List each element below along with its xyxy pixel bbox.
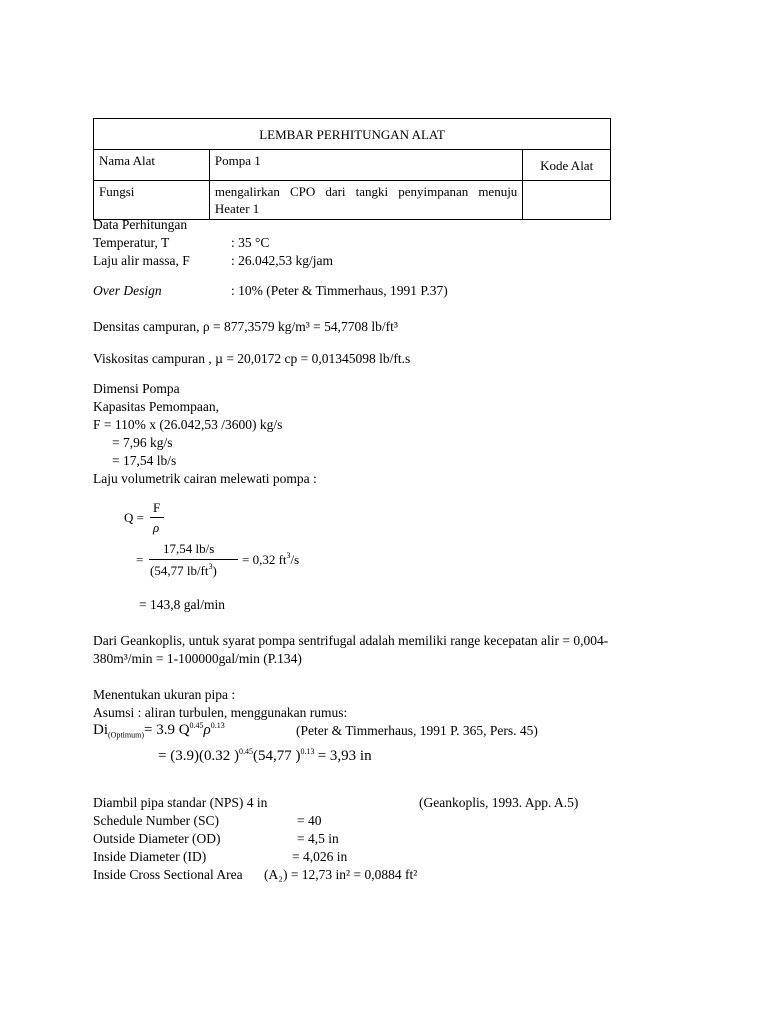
eq-fraction-bar (149, 559, 238, 560)
q-denominator: ρ (153, 520, 160, 535)
header-table (93, 118, 611, 220)
area-label: Inside Cross Sectional Area (93, 867, 243, 882)
schedule-label: Schedule Number (SC) (93, 813, 219, 828)
kode-alat-value (523, 181, 611, 220)
q-numerator: F (153, 500, 161, 515)
data-perhitungan-heading: Data Perhitungan (93, 217, 188, 232)
laju-alir-label: Laju alir massa, F (93, 253, 190, 268)
overdesign-label: Over Design (93, 283, 162, 298)
densitas-line: Densitas campuran, ρ = 877,3579 kg/m³ = 54,7708 lb/ft³ (93, 319, 398, 334)
eq-result: = 0,32 $ft^3/s$ (242, 551, 300, 567)
od-value: = 4,5 in (297, 831, 339, 846)
id-label: Inside Diameter (ID) (93, 849, 207, 864)
nps-reference: (Geankoplis, 1993. App. A.5) (419, 795, 579, 810)
di-reference: (Peter & Timmerhaus, 1991 P. 365, Pers. 45) (296, 723, 538, 738)
overdesign-value: : 10% (Peter & Timmerhaus, 1991 P.37) (231, 283, 448, 298)
q-fraction-bar (150, 517, 164, 518)
dimensi-pompa-heading: Dimensi Pompa (93, 381, 180, 396)
schedule-value: = 40 (297, 813, 322, 828)
kode-alat-label: Kode Alat (523, 150, 611, 181)
q-lhs: Q = (124, 510, 144, 525)
geankoplis-line-1: Dari Geankoplis, untuk syarat pompa sentrifugal adalah memiliki range kecepatan alir = 0,004- (93, 633, 609, 648)
geankoplis-line-2: 380m³/min = 1-100000gal/min (P.134) (93, 651, 302, 666)
nps-line: Diambil pipa standar (NPS) 4 in (93, 795, 268, 810)
id-value: = 4,026 in (292, 849, 348, 864)
temperatur-label: Temperatur, T (93, 235, 170, 250)
kapasitas-lbs: = 17,54 lb/s (112, 453, 177, 468)
di-formula: $Di_{(Optimum)}= 3.9$ $Q^{0.45}\rho^{0.13}$ (93, 721, 225, 740)
di-calculation: = (3.9)(0.32 )$^{0.45}$(54,77 )$^{0.13}$ = 3,93 in (158, 747, 372, 764)
kapasitas-formula: F = 110% x (26.042,53 /3600) kg/s (93, 417, 283, 432)
eq-denominator: (54,77 $lb/ft^3$) (150, 562, 217, 578)
nama-alat-value: Pompa 1 (209, 150, 522, 181)
pipa-heading: Menentukan ukuran pipa : (93, 687, 236, 702)
kapasitas-kgs: = 7,96 kg/s (112, 435, 173, 450)
table-title: LEMBAR PERHITUNGAN ALAT (94, 119, 611, 150)
gal-min-result: = 143,8 gal/min (139, 597, 225, 612)
viskositas-line: Viskositas campuran , µ = 20,0172 cp = 0,01345098 lb/ft.s (93, 351, 411, 366)
nama-alat-label: Nama Alat (94, 150, 210, 181)
laju-alir-value: : 26.042,53 kg/jam (231, 253, 333, 268)
od-label: Outside Diameter (OD) (93, 831, 221, 846)
eq-numerator: 17,54 lb/s (163, 541, 215, 556)
fungsi-value: mengalirkan CPO dari tangki penyimpanan menuju Heater 1 (209, 181, 522, 220)
eq-prefix: = (136, 552, 144, 567)
asumsi-line: Asumsi : aliran turbulen, menggunakan rumus: (93, 705, 348, 720)
laju-volumetrik-label: Laju volumetrik cairan melewati pompa : (93, 471, 317, 486)
fungsi-label: Fungsi (94, 181, 210, 220)
area-value: (A₂) = 12,73 in² = 0,0884 ft² (264, 867, 418, 882)
kapasitas-label: Kapasitas Pemompaan, (93, 399, 219, 414)
temperatur-value: : 35 °C (231, 235, 270, 250)
